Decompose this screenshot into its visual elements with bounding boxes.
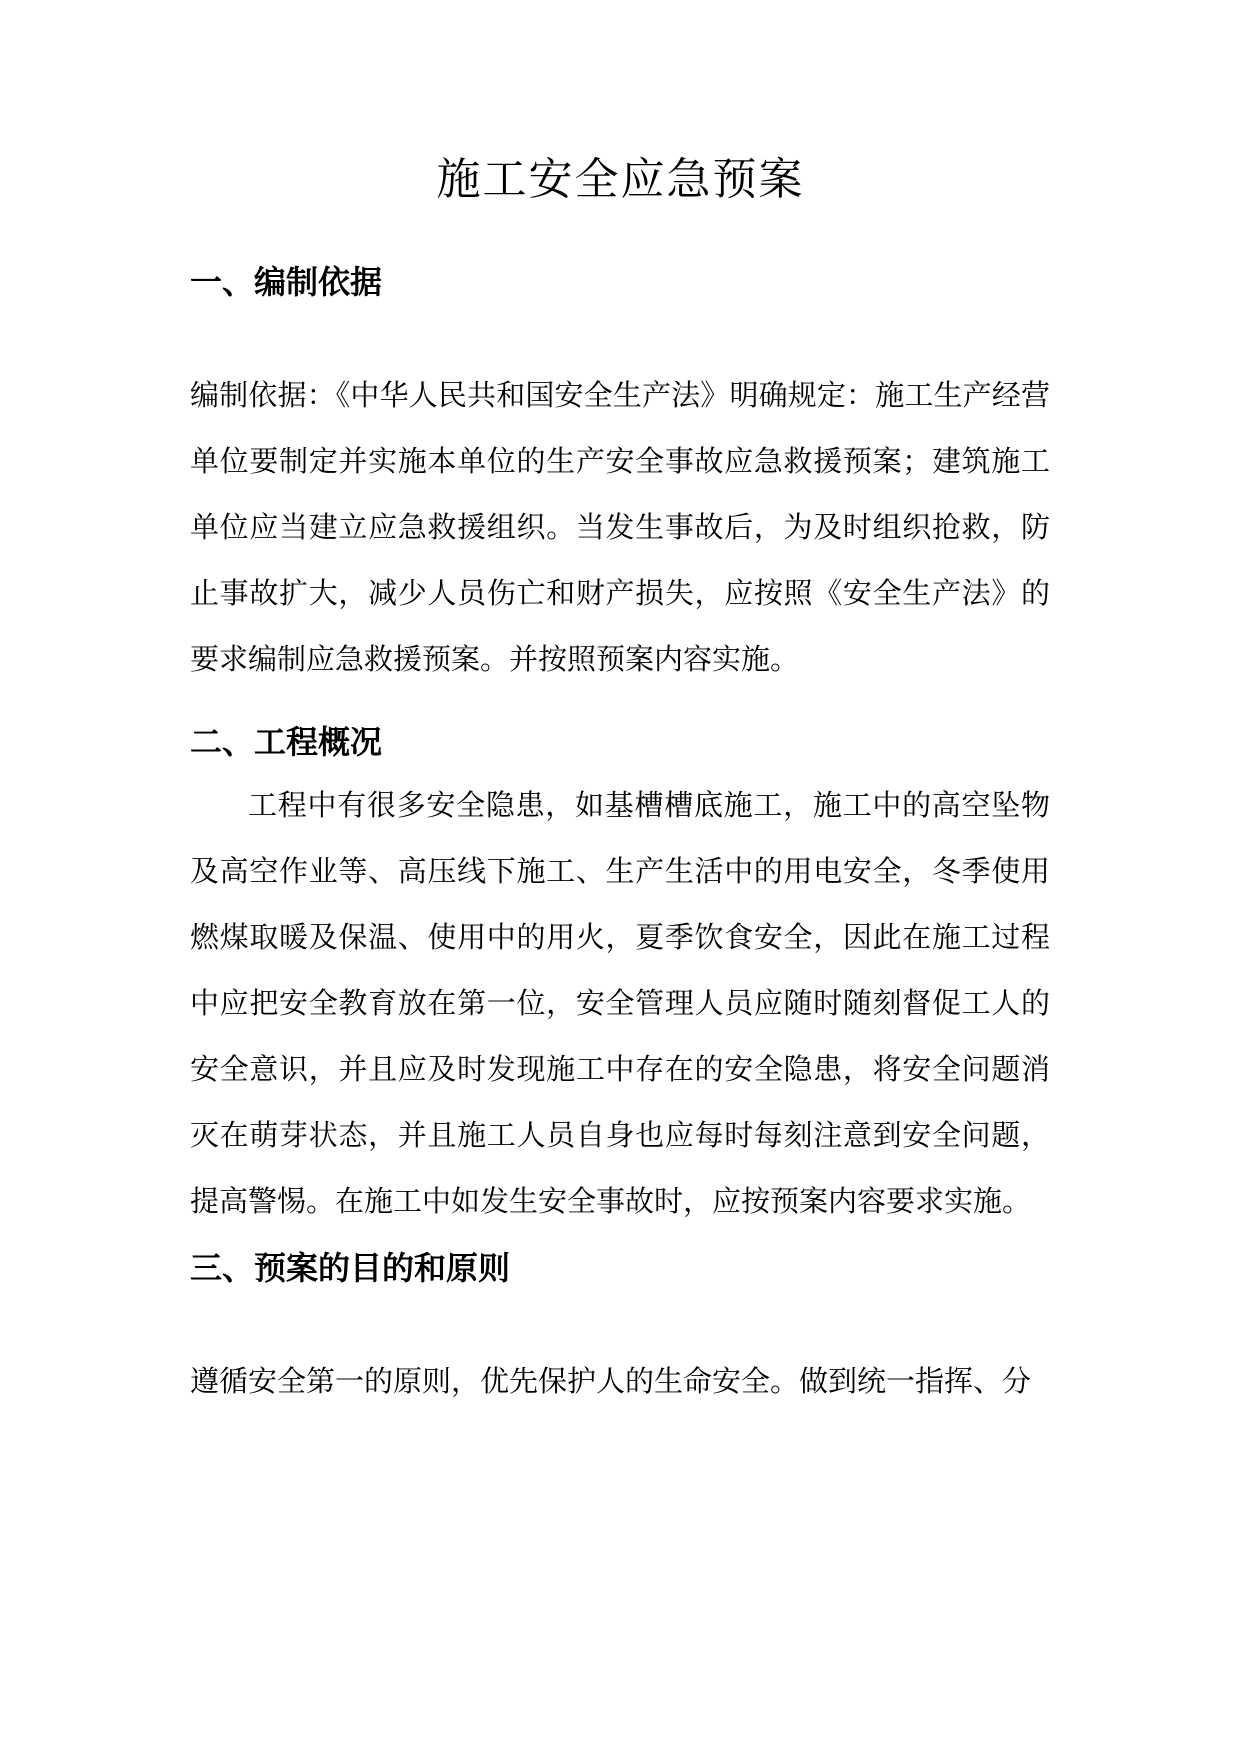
section-heading-overview: 二、工程概况 — [190, 723, 383, 761]
section-heading-purpose: 三、预案的目的和原则 — [190, 1249, 511, 1287]
document-title: 施工安全应急预案 — [436, 154, 805, 205]
section-heading-basis: 一、编制依据 — [190, 263, 383, 301]
section-body-overview: 工程中有很多安全隐患，如基槽槽底施工，施工中的高空坠物及高空作业等、高压线下施工、生产生活中的用电安全，冬季使用燃煤取暖及保温、使用中的用火，夏季饮食安全，因此在施工过程中应把安全教育放在第一位，安全管理人员应随时随刻督促工人的安全意识，并且应及时发现施工中存在的安全隐患，将安全问题消灭在萌芽状态，并且施工人员自身也应每时每刻注意到安全问题，提高警惕。在施工中如发生安全事故时，应按预案内容要求实施。 — [190, 788, 1050, 1218]
section-body-basis: 编制依据：《中华人民共和国安全生产法》明确规定：施工生产经营单位要制定并实施本单位的生产安全事故应急救援预案；建筑施工单位应当建立应急救援组织。当发生事故后，为及时组织抢救，防止事故扩大，减少人员伤亡和财产损失，应按照《安全生产法》的要求编制应急救援预案。并按照预案内容实施。 — [190, 378, 1050, 676]
section-body-purpose: 遵循安全第一的原则，优先保护人的生命安全。做到统一指挥、分 — [190, 1364, 1032, 1398]
